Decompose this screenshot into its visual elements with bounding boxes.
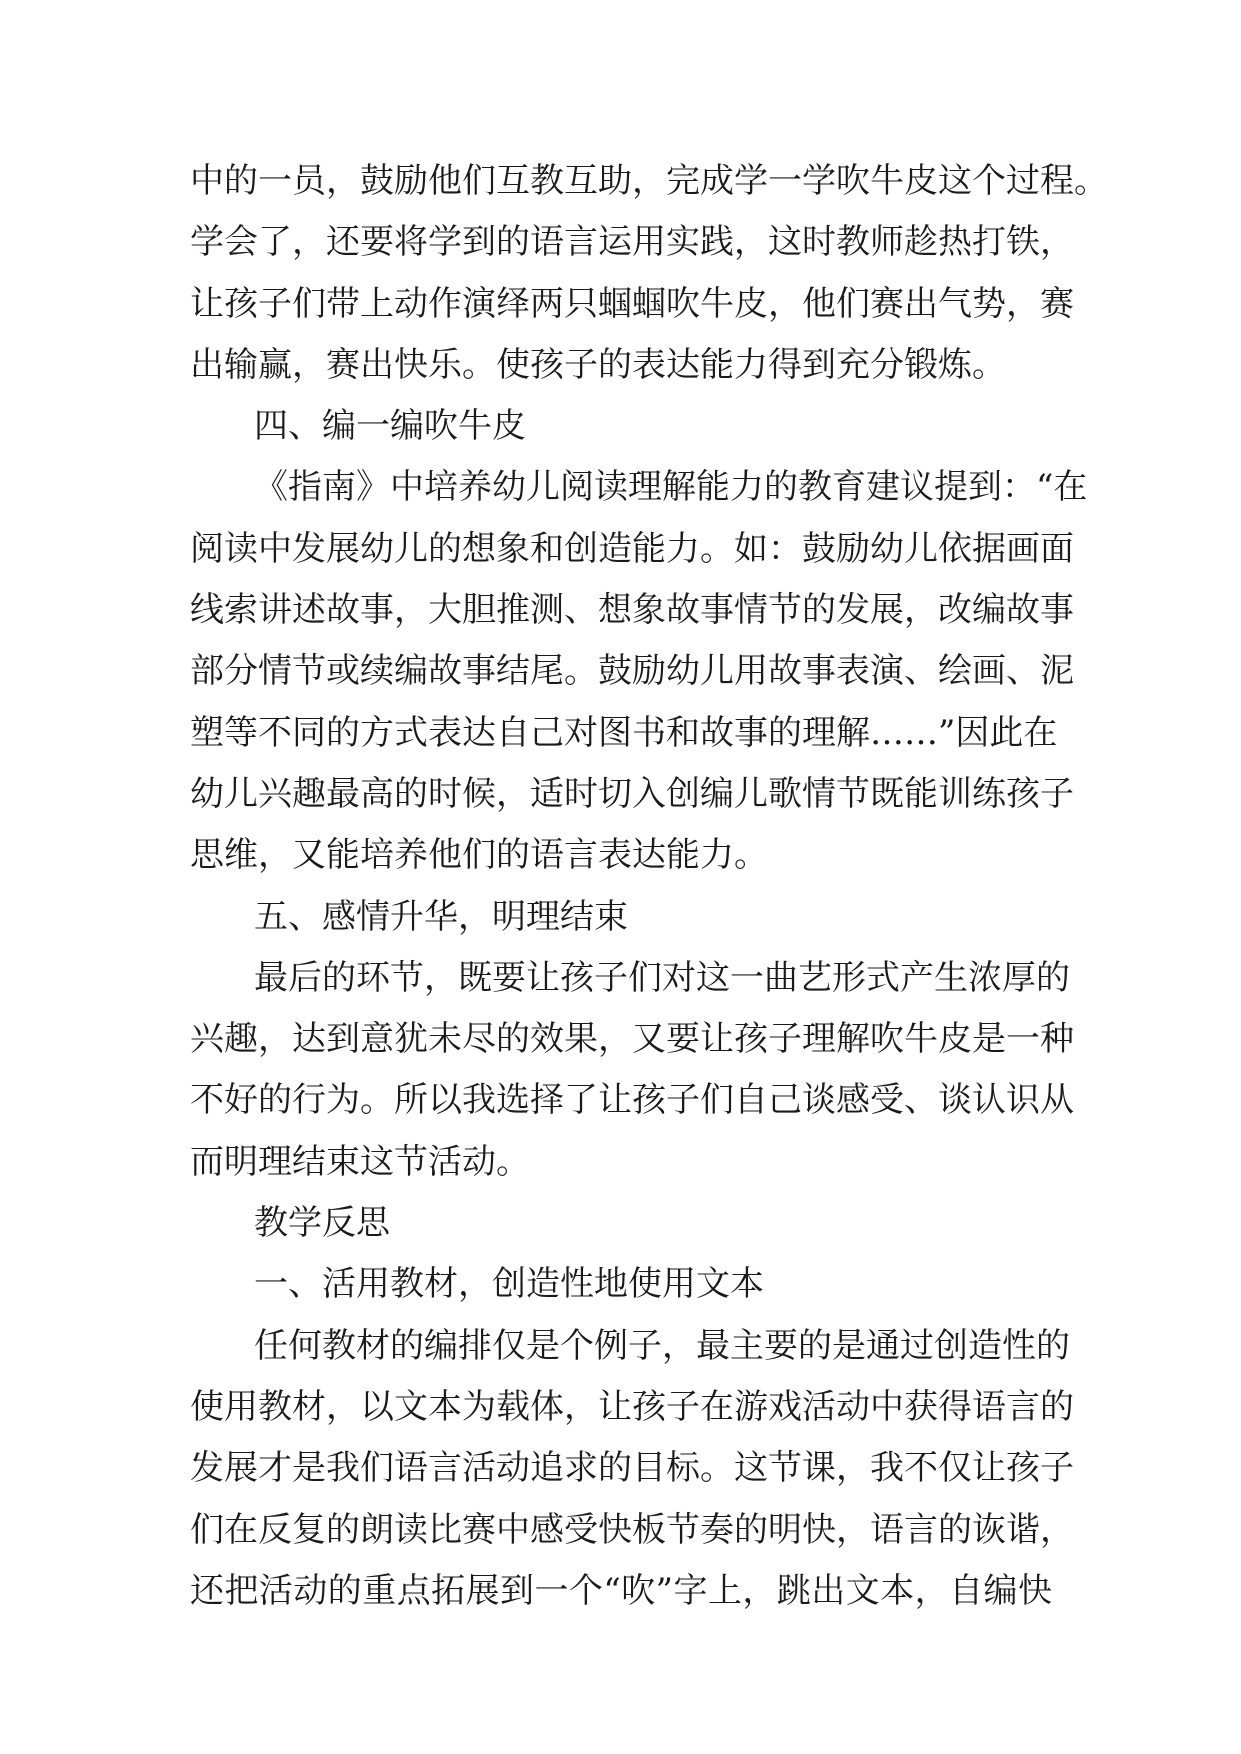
text-line: 任何教材的编排仅是个例子，最主要的是通过创造性的: [254, 1325, 1070, 1366]
text-line: 发展才是我们语言活动追求的目标。这节课，我不仅让孩子: [190, 1448, 1074, 1489]
text-line: 幼儿兴趣最高的时候，适时切入创编儿歌情节既能训练孩子: [190, 773, 1074, 814]
text-line: 思维，又能培养他们的语言表达能力。: [190, 835, 768, 876]
text-line: 让孩子们带上动作演绎两只蝈蝈吹牛皮，他们赛出气势，赛: [190, 283, 1074, 324]
text-line: 《指南》中培养幼儿阅读理解能力的教育建议提到：“在: [254, 467, 1088, 508]
text-line: 最后的环节，既要让孩子们对这一曲艺形式产生浓厚的: [254, 957, 1070, 998]
text-line: 五、感情升华，明理结束: [254, 896, 628, 937]
text-line: 教学反思: [254, 1203, 390, 1244]
text-line: 而明理结束这节活动。: [190, 1141, 530, 1182]
text-line: 学会了，还要将学到的语言运用实践，这时教师趁热打铁，: [190, 222, 1074, 263]
text-line: 四、编一编吹牛皮: [254, 406, 526, 447]
text-line: 出输赢，赛出快乐。使孩子的表达能力得到充分锻炼。: [190, 344, 1006, 385]
text-line: 线索讲述故事，大胆推测、想象故事情节的发展，改编故事: [190, 590, 1074, 631]
text-line: 塑等不同的方式表达自己对图书和故事的理解……”因此在: [190, 712, 1058, 753]
text-line: 中的一员，鼓励他们互教互助，完成学一学吹牛皮这个过程。: [190, 161, 1108, 201]
text-line: 兴趣，达到意犹未尽的效果，又要让孩子理解吹牛皮是一种: [190, 1019, 1074, 1060]
text-line: 使用教材，以文本为载体，让孩子在游戏活动中获得语言的: [190, 1386, 1074, 1427]
text-line: 部分情节或续编故事结尾。鼓励幼儿用故事表演、绘画、泥: [190, 651, 1074, 692]
text-line: 不好的行为。所以我选择了让孩子们自己谈感受、谈认识从: [190, 1080, 1074, 1121]
text-line: 一、活用教材，创造性地使用文本: [254, 1264, 764, 1305]
document-body: [190, 155, 1108, 1626]
text-line: 阅读中发展幼儿的想象和创造能力。如：鼓励幼儿依据画面: [190, 528, 1074, 569]
text-line: 还把活动的重点拓展到一个“吹”字上，跳出文本，自编快: [190, 1570, 1052, 1611]
text-line: 们在反复的朗读比赛中感受快板节奏的明快，语言的诙谐，: [190, 1509, 1074, 1550]
